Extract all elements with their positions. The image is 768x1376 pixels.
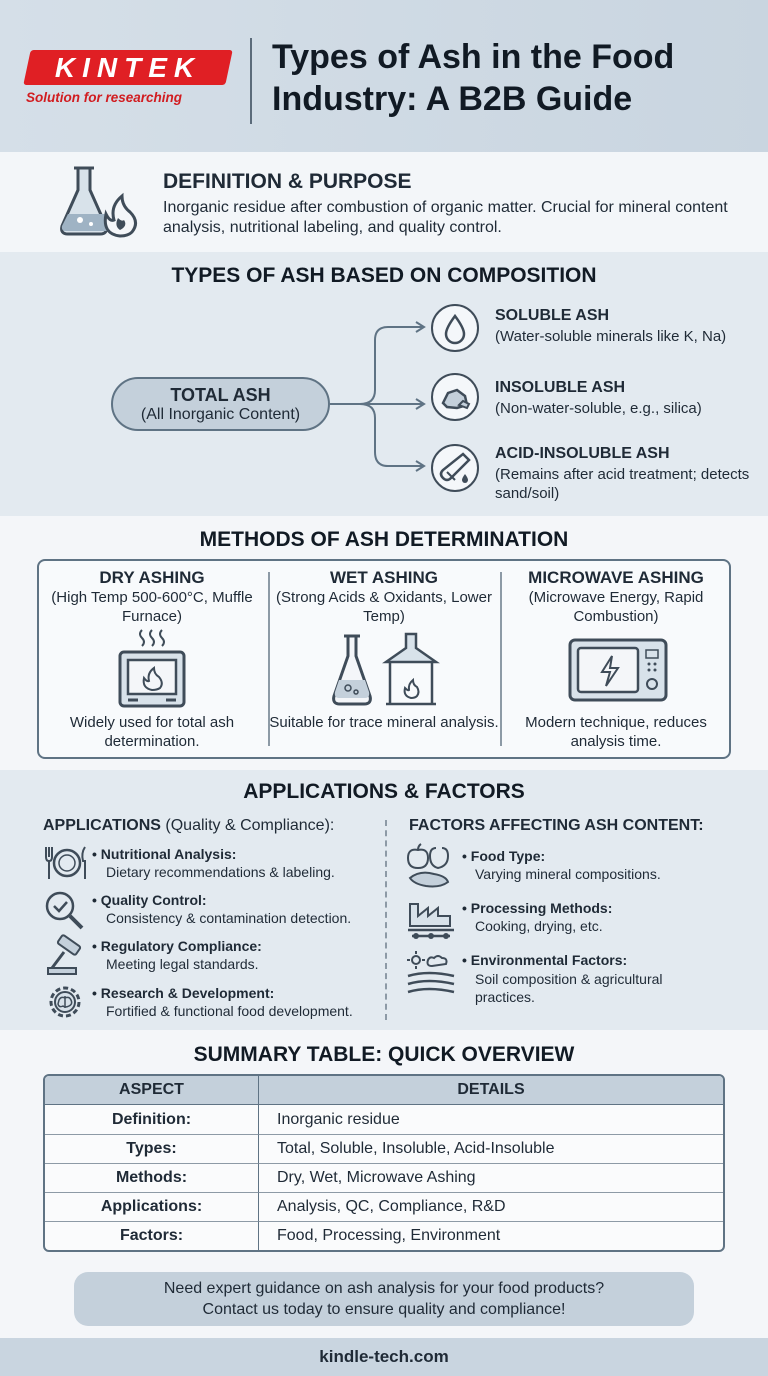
summary-table [43, 1074, 725, 1252]
table-row [45, 1105, 723, 1134]
total-ash-node [111, 377, 330, 431]
fume-hood-icon [330, 632, 442, 708]
summary-title: SUMMARY TABLE: QUICK OVERVIEW [193, 1043, 575, 1066]
water-drop-icon [431, 304, 479, 352]
microwave-ashing-note: Modern technique, reduces analysis time. [525, 714, 707, 750]
table-cell-aspect: Types: [45, 1134, 259, 1163]
brand-logo: KINTEK [54, 52, 202, 83]
app-item-title: • Nutritional Analysis: [92, 846, 237, 862]
plate-cutlery-icon [43, 844, 89, 882]
applications-column-title [43, 817, 334, 835]
field-weather-icon [406, 950, 456, 1000]
dry-ashing-column [37, 568, 267, 626]
microwave-icon [568, 638, 668, 704]
wet-ashing-desc: (Strong Acids & Oxidants, Lower Temp) [276, 589, 492, 625]
applications-subheading: (Quality & Compliance): [165, 817, 335, 834]
table-cell-details: Analysis, QC, Compliance, R&D [259, 1192, 723, 1221]
acid-insoluble-ash-desc: (Remains after acid treatment; detects sand/soil) [495, 466, 750, 502]
table-header-row [45, 1076, 723, 1105]
brand-tagline: Solution for researching [26, 90, 183, 105]
table-header-details: DETAILS [259, 1076, 723, 1105]
test-tube-icon [431, 444, 479, 492]
table-cell-aspect: Factors: [45, 1221, 259, 1250]
column-divider [385, 820, 387, 1020]
total-ash-title: TOTAL ASH [170, 385, 271, 405]
factory-icon [406, 896, 456, 942]
table-row [45, 1221, 723, 1250]
microwave-ashing-desc: (Microwave Energy, Rapid Combustion) [528, 589, 704, 625]
applications-heading: APPLICATIONS [43, 817, 161, 834]
microwave-ashing-column [501, 568, 731, 626]
table-row [45, 1192, 723, 1221]
factor-item-desc: Soil composition & agricultural practices. [475, 971, 663, 1005]
app-item-title: • Regulatory Compliance: [92, 938, 262, 954]
dry-ashing-note: Widely used for total ash determination. [69, 714, 235, 750]
table-cell-aspect: Applications: [45, 1192, 259, 1221]
insoluble-ash-title: INSOLUBLE ASH [495, 379, 626, 396]
table-cell-aspect: Methods: [45, 1163, 259, 1192]
app-item-desc: Meeting legal standards. [106, 956, 259, 972]
table-cell-details: Total, Soluble, Insoluble, Acid-Insoluble [259, 1134, 723, 1163]
app-item-title: • Research & Development: [92, 985, 275, 1001]
soluble-ash-title: SOLUBLE ASH [495, 307, 610, 324]
contact-cta[interactable] [74, 1272, 694, 1326]
dry-ashing-title: DRY ASHING [99, 568, 205, 587]
wet-ashing-column [269, 568, 499, 626]
methods-title: METHODS OF ASH DETERMINATION [199, 528, 569, 551]
soluble-ash-desc: (Water-soluble minerals like K, Na) [495, 328, 727, 345]
wet-ashing-note: Suitable for trace mineral analysis. [269, 714, 499, 731]
muffle-furnace-icon [118, 628, 188, 708]
magnifier-check-icon [44, 890, 88, 930]
factor-item-desc: Varying mineral compositions. [475, 866, 661, 882]
page-title: Types of Ash in the Food Industry: A B2B Guide [272, 38, 675, 118]
factor-item-title: • Processing Methods: [462, 900, 613, 916]
total-ash-subtitle: (All Inorganic Content) [140, 406, 301, 423]
table-cell-details: Inorganic residue [277, 1110, 400, 1128]
rock-icon [431, 373, 479, 421]
applications-title: APPLICATIONS & FACTORS [243, 780, 525, 803]
factor-item-title: • Food Type: [462, 848, 546, 864]
gavel-icon [44, 936, 88, 976]
types-connector [330, 320, 430, 480]
app-item-desc: Fortified & functional food development. [106, 1003, 353, 1019]
table-row [45, 1163, 723, 1192]
table-cell-details: Dry, Wet, Microwave Ashing [259, 1163, 723, 1192]
types-title: TYPES OF ASH BASED ON COMPOSITION [171, 264, 597, 287]
cta-line-2: Contact us today to ensure quality and compliance! [202, 1301, 566, 1318]
insoluble-ash-desc: (Non-water-soluble, e.g., silica) [495, 400, 702, 417]
app-item-title: • Quality Control: [92, 892, 207, 908]
factors-column-title: FACTORS AFFECTING ASH CONTENT: [409, 817, 704, 834]
food-icon [406, 842, 456, 890]
dry-ashing-desc: (High Temp 500-600°C, Muffle Furnace) [51, 589, 253, 625]
footer-link[interactable]: kindle-tech.com [0, 1338, 768, 1376]
app-item-desc: Dietary recommendations & labeling. [106, 864, 335, 880]
flask-flame-icon [58, 164, 142, 242]
table-header-aspect: ASPECT [45, 1076, 259, 1105]
table-cell-aspect: Definition: [45, 1105, 259, 1134]
app-item-desc: Consistency & contamination detection. [106, 910, 352, 926]
acid-insoluble-ash-title: ACID-INSOLUBLE ASH [495, 445, 670, 462]
definition-text: Inorganic residue after combustion of organic matter. Crucial for mineral content analysis, nutritional labeling, and quality control. [163, 199, 728, 236]
definition-title: DEFINITION & PURPOSE [163, 170, 412, 193]
factor-item-desc: Cooking, drying, etc. [475, 918, 603, 934]
cta-line-1: Need expert guidance on ash analysis for your food products? [163, 1280, 605, 1297]
table-row [45, 1134, 723, 1163]
table-cell-details: Food, Processing, Environment [259, 1221, 723, 1250]
header-divider [250, 38, 252, 124]
factor-item-title: • Environmental Factors: [462, 952, 628, 968]
microwave-ashing-title: MICROWAVE ASHING [528, 568, 704, 587]
gear-brain-icon [44, 982, 86, 1022]
wet-ashing-title: WET ASHING [330, 568, 438, 587]
